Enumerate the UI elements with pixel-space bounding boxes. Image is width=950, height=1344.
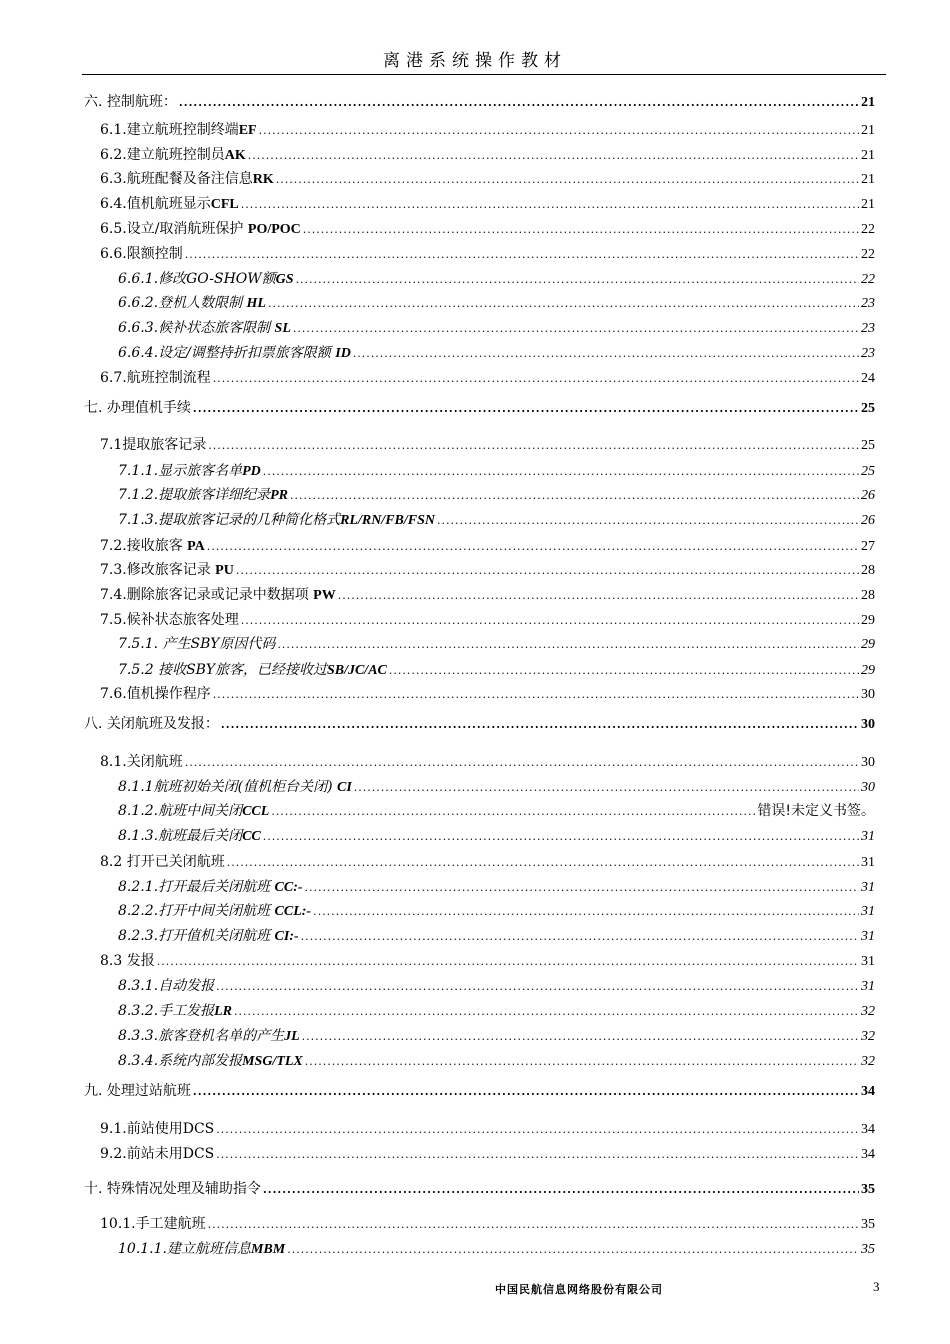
toc-entry-command: PA <box>187 539 205 554</box>
toc-entry[interactable] <box>100 584 875 606</box>
toc-entry-page: 24 <box>861 371 875 386</box>
dot-leader <box>263 826 859 848</box>
dot-leader <box>290 485 859 507</box>
toc-entry-title: 7.5.1. 产生SBY原因代码 <box>118 636 276 652</box>
toc-entry-page: 29 <box>861 663 875 678</box>
page-header-title: 离港系统操作教材 <box>383 51 567 71</box>
toc-entry[interactable] <box>118 659 875 681</box>
toc-entry-page: 21 <box>861 95 875 110</box>
toc-entry[interactable] <box>100 243 875 265</box>
dot-leader <box>185 244 859 266</box>
dot-leader <box>216 1144 859 1166</box>
toc-entry-page: 30 <box>861 687 875 702</box>
toc-entry-command: LR <box>214 1004 232 1019</box>
dot-leader <box>437 510 859 532</box>
toc-entry[interactable] <box>100 851 875 873</box>
dot-leader <box>302 1026 859 1048</box>
toc-entry[interactable] <box>118 317 875 339</box>
toc-entry[interactable] <box>100 193 875 215</box>
dot-leader <box>268 293 859 315</box>
toc-entry[interactable] <box>118 825 875 847</box>
toc-entry-command: PW <box>313 588 336 603</box>
toc-entry-page: 31 <box>861 855 875 870</box>
dot-leader <box>276 169 859 191</box>
toc-entry-page: 28 <box>861 563 875 578</box>
toc-entry-command: EF <box>238 123 257 138</box>
dot-leader <box>277 634 859 656</box>
toc-chapter-entry[interactable] <box>84 1080 875 1102</box>
dot-leader <box>293 318 859 340</box>
dot-leader <box>354 777 859 799</box>
toc-entry-command: JL <box>284 1029 300 1044</box>
dot-leader <box>208 435 859 457</box>
toc-entry-title: 8.1.1航班初始关闭(值机柜台关闭) CI <box>118 779 352 795</box>
toc-entry-page: 30 <box>861 780 875 795</box>
dot-leader <box>287 1239 859 1261</box>
toc-entry[interactable] <box>118 1000 875 1022</box>
toc-entry[interactable] <box>118 900 875 922</box>
dot-leader <box>305 1051 859 1073</box>
toc-entry-page: 35 <box>861 1217 875 1232</box>
toc-entry[interactable] <box>118 975 875 997</box>
toc-entry-title: 6.6.限额控制 <box>100 246 183 262</box>
dot-leader <box>296 269 859 291</box>
toc-entry[interactable] <box>100 609 875 631</box>
dot-leader <box>213 684 859 706</box>
toc-entry-command: MBM <box>250 1242 286 1257</box>
toc-entry-page: 30 <box>861 755 875 770</box>
toc-entry-command: GS <box>275 272 294 287</box>
dot-leader <box>353 343 859 365</box>
toc-entry[interactable] <box>100 683 875 705</box>
dot-leader <box>216 976 859 998</box>
toc-entry[interactable] <box>100 144 875 166</box>
toc-entry-command: HL <box>246 296 266 311</box>
toc-entry-page: 25 <box>861 401 875 416</box>
toc-entry-page: 22 <box>861 222 875 237</box>
toc-entry[interactable] <box>118 776 875 798</box>
toc-entry-title: 六. 控制航班： <box>84 94 177 110</box>
toc-entry-page: 31 <box>861 929 875 944</box>
toc-entry-title: 8.3.2.手工发报LR <box>118 1003 232 1019</box>
toc-entry-page: 34 <box>861 1084 875 1099</box>
toc-chapter-entry[interactable] <box>84 713 875 735</box>
dot-leader <box>241 194 859 216</box>
toc-entry-command: CFL <box>210 197 239 212</box>
header-divider <box>82 74 886 75</box>
toc-entry-page: 23 <box>861 321 875 336</box>
toc-entry-page: 23 <box>861 346 875 361</box>
dot-leader <box>221 714 859 736</box>
toc-entry[interactable] <box>100 218 875 240</box>
toc-entry-title: 8.1.关闭航班 <box>100 754 183 770</box>
toc-entry-page: 25 <box>861 438 875 453</box>
dot-leader <box>227 852 859 874</box>
toc-entry-page: 29 <box>861 637 875 652</box>
toc-entry[interactable] <box>118 800 875 822</box>
toc-entry-title: 6.2.建立航班控制员AK <box>100 147 246 163</box>
dot-leader <box>216 1119 859 1141</box>
footer-page-number: 3 <box>873 1279 880 1294</box>
toc-entry-title: 6.6.1.修改GO-SHOW额GS <box>118 271 294 287</box>
toc-entry-title: 6.6.3.候补状态旅客限制 SL <box>118 320 291 336</box>
toc-entry[interactable] <box>118 876 875 898</box>
toc-entry-page: 32 <box>861 1029 875 1044</box>
toc-entry-command: SB/JC/AC <box>326 663 387 678</box>
toc-entry-title: 7.6.值机操作程序 <box>100 686 211 702</box>
toc-entry-page: 26 <box>861 488 875 503</box>
toc-entry-title: 6.4.值机航班显示CFL <box>100 196 239 212</box>
toc-entry-page: 31 <box>861 954 875 969</box>
toc-entry-title: 6.6.4.设定/调整持折扣票旅客限额 ID <box>118 345 351 361</box>
toc-entry-title: 6.7.航班控制流程 <box>100 370 211 386</box>
toc-entry-command: CCL <box>242 804 270 819</box>
toc-entry[interactable] <box>100 168 875 190</box>
toc-entry-title: 6.1.建立航班控制终端EF <box>100 122 257 138</box>
dot-leader <box>271 801 755 823</box>
toc-entry-command: RK <box>252 172 274 187</box>
toc-entry-page: 22 <box>861 272 875 287</box>
toc-entry-page: 21 <box>861 123 875 138</box>
toc-entry-page: 21 <box>861 197 875 212</box>
toc-entry-command: MSG/TLX <box>242 1054 303 1069</box>
dot-leader <box>208 1214 859 1236</box>
dot-leader <box>248 145 859 167</box>
toc-entry-command: AK <box>224 148 246 163</box>
toc-entry-title: 6.3.航班配餐及备注信息RK <box>100 171 274 187</box>
toc-entry-command: CC:- <box>274 880 303 895</box>
toc-entry[interactable] <box>118 1238 875 1260</box>
toc-entry-page: 22 <box>861 247 875 262</box>
toc-entry-title: 九. 处理过站航班 <box>84 1083 191 1099</box>
toc-entry[interactable] <box>118 484 875 506</box>
toc-entry-title: 6.6.2.登机人数限制 HL <box>118 295 266 311</box>
toc-entry-command: CI:- <box>274 929 299 944</box>
toc-entry-page: 23 <box>861 296 875 311</box>
toc-entry[interactable] <box>100 434 875 456</box>
toc-entry-title: 7.2.接收旅客 PA <box>100 538 205 554</box>
toc-entry-page: 31 <box>861 904 875 919</box>
toc-entry[interactable] <box>100 751 875 773</box>
toc-entry-title: 9.2.前站未用DCS <box>100 1146 215 1162</box>
toc-entry-title: 8.3 发报 <box>100 953 155 969</box>
toc-entry-command: RL/RN/FB/FSN <box>340 513 435 528</box>
toc-entry-page: 34 <box>861 1147 875 1162</box>
toc-chapter-entry[interactable] <box>84 1178 875 1200</box>
dot-leader <box>179 92 859 114</box>
toc-entry-page: 21 <box>861 148 875 163</box>
toc-entry-command: ID <box>335 346 351 361</box>
dot-leader <box>236 560 859 582</box>
toc-entry-page: 29 <box>861 613 875 628</box>
toc-entry-title: 8.2.2.打开中间关闭航班 CCL:- <box>118 903 312 919</box>
toc-entry-page: 35 <box>861 1182 875 1197</box>
toc-entry-command: PO/POC <box>247 222 301 237</box>
toc-entry[interactable] <box>118 509 875 531</box>
toc-entry-command: CI <box>337 780 352 795</box>
toc-entry-title: 7.1.3.提取旅客记录的几种简化格式RL/RN/FB/FSN <box>118 512 435 528</box>
toc-entry[interactable] <box>118 925 875 947</box>
toc-entry-page: 21 <box>861 172 875 187</box>
toc-entry-title: 10.1.手工建航班 <box>100 1216 206 1232</box>
dot-leader <box>234 1001 859 1023</box>
toc-entry-command: CCL:- <box>274 904 312 919</box>
toc-entry-title: 8.2 打开已关闭航班 <box>100 854 225 870</box>
dot-leader <box>259 120 859 142</box>
toc-entry-title: 7.3.修改旅客记录 PU <box>100 562 234 578</box>
toc-entry-page: 25 <box>861 464 875 479</box>
toc-entry-page: 30 <box>861 717 875 732</box>
toc-entry-page: 31 <box>861 829 875 844</box>
toc-chapter-entry[interactable] <box>84 91 875 113</box>
toc-entry-title: 8.1.3.航班最后关闭CC <box>118 828 261 844</box>
toc-entry-title: 7.1.1.显示旅客名单PD <box>118 463 261 479</box>
toc-entry-page: 28 <box>861 588 875 603</box>
dot-leader <box>157 951 859 973</box>
toc-entry-command: PU <box>215 563 234 578</box>
toc-entry-page: 31 <box>861 880 875 895</box>
toc-entry-title: 7.4.删除旅客记录或记录中数据项 PW <box>100 587 336 603</box>
dot-leader <box>305 877 859 899</box>
toc-entry[interactable] <box>118 460 875 482</box>
toc-entry-title: 10.1.1.建立航班信息MBM <box>118 1241 286 1257</box>
toc-entry-title: 十. 特殊情况处理及辅助指令 <box>84 1181 261 1197</box>
toc-entry-page: 错误!未定义书签。 <box>757 803 875 819</box>
toc-entry-command: CC <box>242 829 261 844</box>
dot-leader <box>241 610 859 632</box>
toc-entry-title: 7.1提取旅客记录 <box>100 437 207 453</box>
toc-entry-page: 32 <box>861 1004 875 1019</box>
toc-entry[interactable] <box>100 559 875 581</box>
toc-entry[interactable] <box>100 950 875 972</box>
dot-leader <box>301 926 859 948</box>
toc-entry-page: 26 <box>861 513 875 528</box>
toc-entry-title: 七. 办理值机手续 <box>84 400 191 416</box>
toc-entry-title: 8.2.3.打开值机关闭航班 CI:- <box>118 928 299 944</box>
toc-entry[interactable] <box>118 1050 875 1072</box>
footer-company: 中国民航信息网络股份有限公司 <box>495 1283 663 1296</box>
toc-entry[interactable] <box>118 342 875 364</box>
dot-leader <box>193 1081 859 1103</box>
dot-leader <box>263 461 859 483</box>
toc-entry-page: 31 <box>861 979 875 994</box>
toc-entry-title: 7.1.2.提取旅客详细纪录PR <box>118 487 288 503</box>
toc-entry-page: 27 <box>861 539 875 554</box>
toc-entry-title: 8.2.1.打开最后关闭航班 CC:- <box>118 879 303 895</box>
toc-entry[interactable] <box>100 535 875 557</box>
toc-entry-title: 八. 关闭航班及发报： <box>84 716 219 732</box>
toc-entry[interactable] <box>118 1025 875 1047</box>
toc-entry[interactable] <box>100 367 875 389</box>
toc-entry-title: 9.1.前站使用DCS <box>100 1121 215 1137</box>
dot-leader <box>338 585 859 607</box>
toc-entry[interactable] <box>100 119 875 141</box>
toc-entry-page: 32 <box>861 1054 875 1069</box>
toc-entry-title: 7.5.候补状态旅客处理 <box>100 612 239 628</box>
toc-entry-title: 8.3.3.旅客登机名单的产生JL <box>118 1028 300 1044</box>
toc-entry-page: 35 <box>861 1242 875 1257</box>
dot-leader <box>193 398 859 420</box>
dot-leader <box>207 536 859 558</box>
dot-leader <box>303 219 859 241</box>
toc-entry[interactable] <box>100 1143 875 1165</box>
toc-entry-command: SL <box>274 321 291 336</box>
dot-leader <box>213 368 859 390</box>
toc-entry[interactable] <box>100 1213 875 1235</box>
dot-leader <box>313 901 859 923</box>
toc-entry-title: 7.5.2 接收SBY旅客，已经接收过SB/JC/AC <box>118 662 387 678</box>
toc-entry-command: PR <box>270 488 288 503</box>
toc-entry-title: 8.3.4.系统内部发报MSG/TLX <box>118 1053 303 1069</box>
toc-chapter-entry[interactable] <box>84 397 875 419</box>
toc-entry-title: 8.3.1.自动发报 <box>118 978 215 994</box>
toc-entry-command: PD <box>242 464 261 479</box>
toc-entry-title: 6.5.设立/取消航班保护 PO/POC <box>100 221 301 237</box>
toc-entry-page: 34 <box>861 1122 875 1137</box>
toc-entry[interactable] <box>100 1118 875 1140</box>
dot-leader <box>185 752 859 774</box>
toc-entry[interactable] <box>118 292 875 314</box>
toc-entry[interactable] <box>118 633 875 655</box>
dot-leader <box>389 660 859 682</box>
dot-leader <box>263 1179 859 1201</box>
toc-entry-title: 8.1.2.航班中间关闭CCL <box>118 803 270 819</box>
toc-entry[interactable] <box>118 268 875 290</box>
